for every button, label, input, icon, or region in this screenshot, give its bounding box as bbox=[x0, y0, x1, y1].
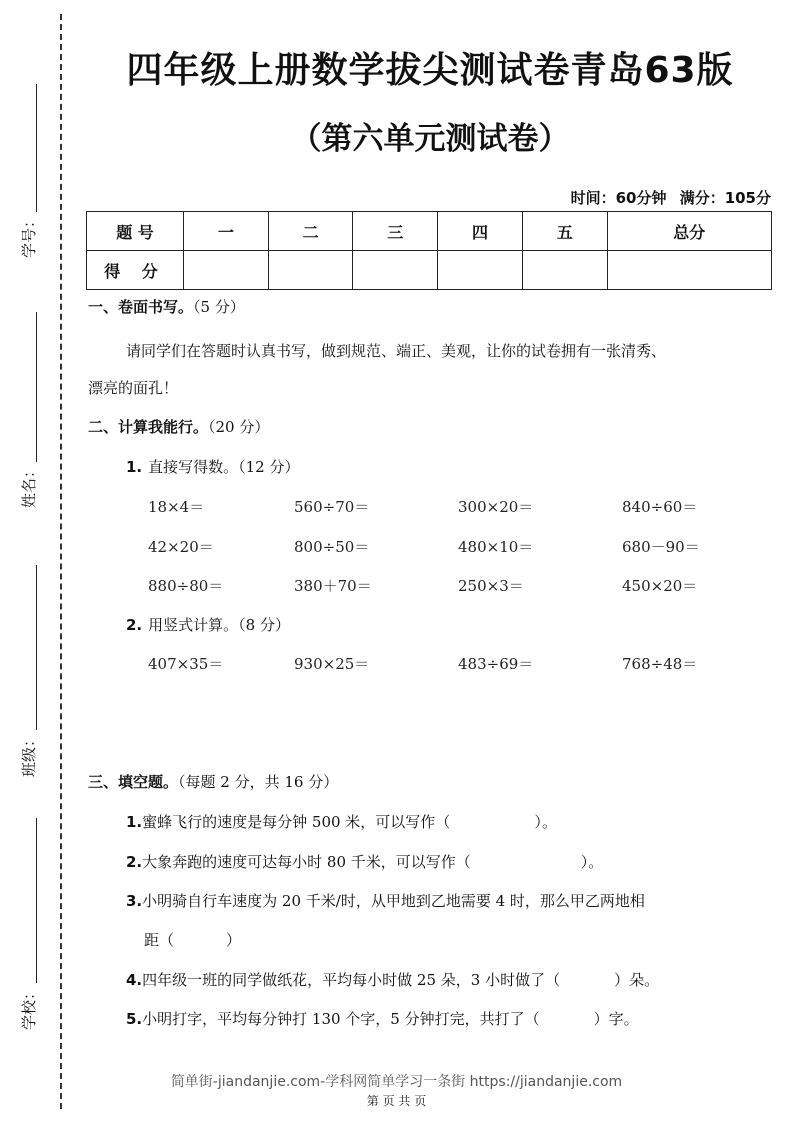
calc-item: 880÷80＝ bbox=[148, 577, 224, 595]
vertical-calc-item: 407×35＝ bbox=[148, 655, 224, 673]
question-number: 1. bbox=[126, 813, 143, 831]
calc-item: 380＋70＝ bbox=[294, 577, 372, 595]
question-text: 四年级一班的同学做纸花，平均每小时做 25 朵，3 小时做了（ bbox=[142, 971, 561, 989]
vertical-calc-item: 930×25＝ bbox=[294, 655, 370, 673]
score-cell[interactable] bbox=[438, 251, 523, 290]
side-field-name bbox=[18, 312, 42, 532]
section-1-points: （5 分） bbox=[193, 298, 245, 316]
page-number: 第 页 共 页 bbox=[366, 1094, 427, 1108]
score-cell[interactable] bbox=[607, 251, 771, 290]
section-1-heading bbox=[88, 296, 245, 317]
score-header-cell: 四 bbox=[438, 212, 523, 251]
question-text-end: ）朵。 bbox=[614, 971, 660, 989]
question-text: 小明打字，平均每分钟打 130 个字，5 分钟打完，共打了（ bbox=[142, 1010, 540, 1028]
class-line[interactable] bbox=[36, 565, 37, 730]
question-text-end: ）字。 bbox=[593, 1010, 639, 1028]
fill-question-5 bbox=[126, 1008, 639, 1029]
calc-item: 42×20＝ bbox=[148, 538, 214, 556]
section-2-title: 二、计算我能行。 bbox=[88, 418, 209, 436]
student-number-label: 学号： bbox=[20, 212, 38, 258]
question-text-end: ） bbox=[226, 931, 242, 949]
score-cell[interactable] bbox=[268, 251, 353, 290]
question-text: 小明骑自行车速度为 20 千米/时，从甲地到乙地需要 4 时，那么甲乙两地相 bbox=[142, 892, 645, 910]
exam-meta bbox=[563, 187, 771, 208]
score-header-cell: 五 bbox=[522, 212, 607, 251]
calc-item: 450×20＝ bbox=[622, 577, 698, 595]
student-number-line[interactable] bbox=[36, 84, 37, 212]
question-number: 3. bbox=[126, 892, 143, 910]
fill-question-4 bbox=[126, 969, 659, 990]
section-1-text-line1: 请同学们在答题时认真书写，做到规范、端正、美观，让你的试卷拥有一张清秀、 bbox=[126, 342, 667, 360]
question-number: 2. bbox=[126, 853, 143, 871]
fill-question-3-line2 bbox=[144, 929, 241, 950]
exam-time: 时间：60分钟 bbox=[570, 189, 667, 207]
section-2-part-2 bbox=[126, 614, 290, 635]
score-header-cell: 二 bbox=[268, 212, 353, 251]
class-label: 班级： bbox=[20, 731, 38, 777]
calc-item: 800÷50＝ bbox=[294, 538, 370, 556]
name-line[interactable] bbox=[36, 312, 37, 462]
exam-full-score: 满分：105分 bbox=[679, 189, 771, 207]
calc-item: 300×20＝ bbox=[458, 498, 534, 516]
question-number: 5. bbox=[126, 1010, 143, 1028]
question-number: 4. bbox=[126, 971, 143, 989]
school-line[interactable] bbox=[36, 818, 37, 983]
score-table-score-row bbox=[87, 251, 772, 290]
name-label: 姓名： bbox=[20, 462, 38, 508]
calc-item: 840÷60＝ bbox=[622, 498, 698, 516]
vertical-calc-item: 768÷48＝ bbox=[622, 655, 698, 673]
calc-item: 560÷70＝ bbox=[294, 498, 370, 516]
section-1-title: 一、卷面书写。 bbox=[88, 298, 194, 316]
side-field-student-number bbox=[18, 84, 42, 284]
fill-question-2 bbox=[126, 851, 603, 872]
score-cell[interactable] bbox=[353, 251, 438, 290]
score-cell[interactable] bbox=[522, 251, 607, 290]
fill-question-3 bbox=[126, 890, 645, 911]
question-text: 大象奔跑的速度可达每小时 80 千米，可以写作（ bbox=[142, 853, 471, 871]
score-table bbox=[86, 211, 772, 290]
part-label: 用竖式计算。（8 分） bbox=[148, 616, 290, 634]
calc-item: 18×4＝ bbox=[148, 498, 205, 516]
part-number: 2. bbox=[126, 616, 143, 634]
school-label: 学校： bbox=[20, 984, 38, 1030]
section-2-part-1 bbox=[126, 456, 300, 477]
score-row-label: 得 分 bbox=[87, 251, 184, 290]
score-header-cell: 题 号 bbox=[87, 212, 184, 251]
side-field-class bbox=[18, 565, 42, 785]
section-3-points: （每题 2 分，共 16 分） bbox=[178, 773, 339, 791]
side-field-school bbox=[18, 818, 42, 1038]
part-label: 直接写得数。（12 分） bbox=[148, 458, 300, 476]
footer-watermark: 简单街-jiandanjie.com-学科网简单学习一条街 https://jiandanjie.com bbox=[170, 1074, 623, 1090]
part-number: 1. bbox=[126, 458, 143, 476]
question-text-end: ）。 bbox=[534, 813, 557, 831]
question-text-end: ）。 bbox=[580, 853, 604, 871]
score-header-cell: 总分 bbox=[607, 212, 771, 251]
score-cell[interactable] bbox=[184, 251, 269, 290]
question-text: 距（ bbox=[144, 931, 175, 949]
section-2-points: （20 分） bbox=[208, 418, 270, 436]
section-3-title: 三、填空题。 bbox=[88, 773, 179, 791]
fill-question-1 bbox=[126, 811, 557, 832]
question-text: 蜜蜂飞行的速度是每分钟 500 米，可以写作（ bbox=[142, 813, 451, 831]
score-table-header-row bbox=[87, 212, 772, 251]
score-header-cell: 三 bbox=[353, 212, 438, 251]
section-1-text-line2: 漂亮的面孔！ bbox=[88, 379, 179, 397]
binding-dashed-line bbox=[60, 14, 62, 1109]
calc-item: 480×10＝ bbox=[458, 538, 534, 556]
section-2-heading bbox=[88, 416, 269, 437]
page-title: 四年级上册数学拔尖测试卷青岛63版 bbox=[126, 50, 734, 91]
calc-item: 250×3＝ bbox=[458, 577, 524, 595]
score-header-cell: 一 bbox=[184, 212, 269, 251]
section-3-heading bbox=[88, 771, 338, 792]
page-subtitle: （第六单元测试卷） bbox=[290, 121, 570, 157]
vertical-calc-item: 483÷69＝ bbox=[458, 655, 534, 673]
calc-item: 680－90＝ bbox=[622, 538, 700, 556]
